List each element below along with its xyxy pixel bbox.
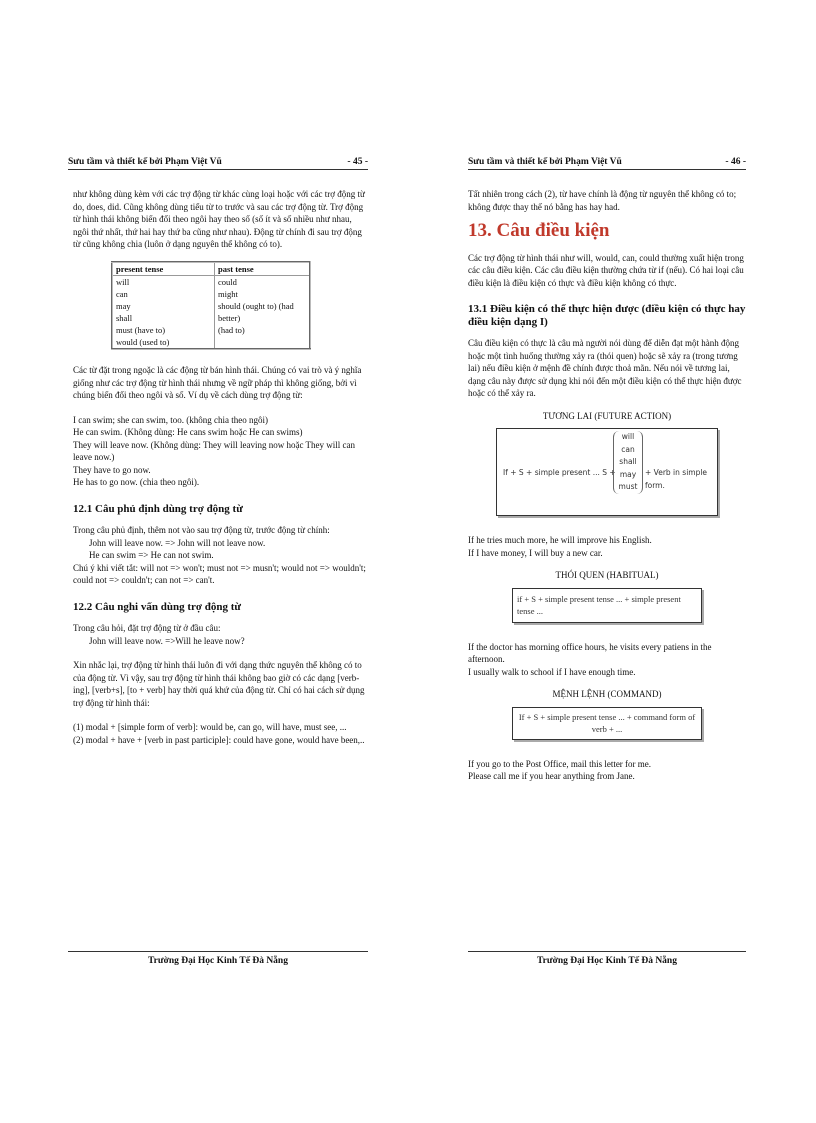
section-heading-13-1: 13.1 Điều kiện có thể thực hiện được (điều kiện có thực hay điều kiện dạng I) (468, 303, 746, 328)
reminder-paragraph: Xin nhắc lại, trợ động từ hình thái luôn đi với dạng thức nguyên thể không có to của động từ. Vì vậy, sau trợ động từ hình thái không bao giờ có các dạng [verb-ing], [verb+s], [to + verb] hay thời quá khứ của động từ. Chỉ có hai cách sử dụng trợ động từ hình thái: (73, 660, 365, 708)
page-number: - 46 - (725, 157, 746, 167)
header-title: Sưu tầm và thiết kế bởi Phạm Việt Vũ (68, 157, 222, 167)
usage-line: (1) modal + [simple form of verb]: would be, can go, will have, must see, ... (73, 722, 347, 732)
example-line: I can swim; she can swim, too. (không chia theo ngôi) (73, 414, 268, 425)
intro-paragraph: như không dùng kèm với các trợ động từ khác cùng loại hoặc với các trợ động từ do, does, did. Cũng không dùng tiểu từ to trước và sau các trợ động từ. Trợ động từ hình thái không biến đổi theo ngôi hay theo số (số ít và số nhiều như nhau, ngôi thứ nhất, thứ hai hay thứ ba cũng như nhau). Động từ chính đi sau trợ động từ cũng không chia (luôn ở dạng nguyên thể không có to). (73, 189, 365, 249)
header-title: Sưu tầm và thiết kế bởi Phạm Việt Vũ (468, 157, 622, 167)
example-line: They will leave now. (Không dùng: They will leaving now hoặc They will can leave now.) (73, 439, 356, 462)
future-example: If he tries much more, he will improve his English. (468, 535, 652, 545)
question-intro: Trong câu hỏi, đặt trợ động từ ở đầu câu: (73, 623, 221, 633)
page-header (68, 157, 368, 170)
command-formula-box: If + S + simple present tense ... + command form of verb + ... (512, 707, 702, 740)
table-header: present tense (112, 262, 215, 276)
page-footer: Trường Đại Học Kinh Tế Đà Nẵng (468, 951, 746, 966)
example-line: They have to go now. (73, 464, 151, 475)
example-line: He can swim. (Không dùng: He cans swim hoặc He can swims) (73, 427, 303, 437)
habit-formula-box: if + S + simple present tense ... + simple present tense ... (512, 588, 702, 623)
real-conditional-intro: Câu điều kiện có thực là câu mà người nói dùng để diễn đạt một hành động hoặc một tình huống thường xảy ra (thói quen) hoặc sẽ xảy ra (trong tương lai) nếu điều kiện ở mệnh đề chính được thoả mãn. Nếu nói về tương lai, dạng câu này được sử dụng khi nói đến một điều kiện có thể thực hiện được hoặc có thể xảy ra. (468, 338, 742, 398)
page-body (73, 188, 368, 746)
future-label: TƯƠNG LAI (FUTURE ACTION) (542, 410, 672, 421)
habit-example: If the doctor has morning office hours, he visits every patiens in the afternoon. (468, 641, 712, 664)
negation-intro: Trong câu phủ định, thêm not vào sau trợ động từ, trước động từ chính: (73, 525, 330, 535)
question-example: John will leave now. =>Will he leave now? (89, 635, 245, 646)
future-example: If I have money, I will buy a new car. (468, 547, 603, 558)
contraction-note: Chú ý khi viết tắt: will not => won't; must not => musn't; would not => wouldn't; could not => couldn't; can not => can't. (73, 562, 366, 585)
negation-example: He can swim => He can not swim. (89, 550, 214, 560)
present-column: will can may shall must (have to) would (used to) (112, 276, 215, 350)
command-example: Please call me if you hear anything from Jane. (468, 771, 635, 781)
page-header (468, 157, 746, 170)
negation-example: John will leave now. => John will not leave now. (89, 537, 266, 548)
page-46 (468, 0, 746, 1123)
page-body (468, 188, 746, 783)
usage-line: (2) modal + have + [verb in past participle]: could have gone, would have been,.. (73, 734, 365, 745)
future-formula-box (496, 428, 718, 516)
habit-label: THÓI QUEN (HABITUAL) (555, 570, 659, 580)
table-header: past tense (215, 262, 311, 276)
conditional-intro: Các trợ động từ hình thái như will, would, can, could thường xuất hiện trong các câu điều kiện. Các câu điều kiện thường chứa từ if (nếu). Có hai loại câu điều kiện là điều kiện có thực và điều kiện không có thực. (468, 252, 744, 288)
formula-left: If + S + simple present ... S + (503, 468, 616, 477)
after-table-paragraph: Các từ đặt trong ngoặc là các động từ bán hình thái. Chúng có vai trò và ý nghĩa giống như các trợ động từ hình thái nhưng về ngữ pháp thì không giống, bởi vì chúng biến đổi theo ngôi và số. Ví dụ về cách dùng trợ động từ: (73, 365, 362, 400)
page-number: - 45 - (347, 157, 368, 167)
modal-tense-table (111, 261, 311, 351)
habit-example: I usually walk to school if I have enough time. (468, 666, 636, 677)
section-heading-12-1: 12.1 Câu phủ định dùng trợ động từ (73, 502, 243, 515)
chapter-heading-13: 13. Câu điều kiện (468, 220, 610, 241)
page-45 (68, 0, 368, 1123)
modal-list: will can shall may must (613, 431, 643, 494)
section-heading-12-2: 12.2 Câu nghi vấn dùng trợ động từ (73, 600, 241, 613)
page-footer: Trường Đại Học Kinh Tế Đà Nẵng (68, 951, 368, 966)
past-column: could might should (ought to) (had better) (had to) (215, 276, 311, 350)
example-line: He has to go now. (chia theo ngôi). (73, 477, 200, 487)
command-example: If you go to the Post Office, mail this letter for me. (468, 758, 652, 769)
intro-paragraph: Tất nhiên trong cách (2), từ have chính là động từ nguyên thể không có to; không được thay thế nó bằng has hay had. (468, 189, 737, 212)
formula-right: + Verb in simple form. (645, 468, 708, 490)
command-label: MỆNH LỆNH (COMMAND) (552, 689, 662, 699)
